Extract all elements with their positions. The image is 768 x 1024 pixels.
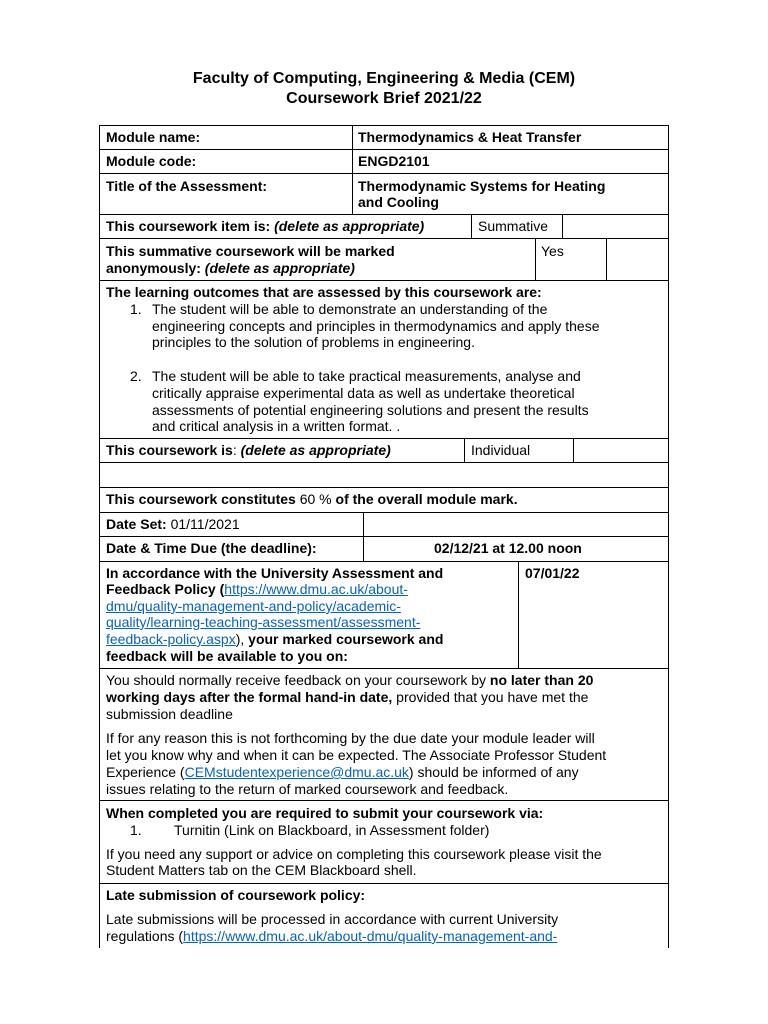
anonymous-value: Yes <box>541 243 564 259</box>
outcome-2-line-4: and critical analysis in a written format. . <box>152 418 401 434</box>
assessment-title-value-1: Thermodynamic Systems for Heating <box>358 178 606 194</box>
reason-line-4: issues relating to the return of marked coursework and feedback. <box>106 781 509 797</box>
normally-line-3: submission deadline <box>106 706 233 722</box>
reason-line-3: Experience (CEMstudentexperience@dmu.ac.uk) should be informed of any <box>106 764 579 780</box>
module-name-label: Module name: <box>106 129 201 145</box>
feedback-line-5: feedback-policy.aspx), your marked coursework and <box>106 631 444 647</box>
assessment-title-label: Title of the Assessment: <box>106 178 268 194</box>
support-line-1: If you need any support or advice on completing this coursework please visit the <box>106 846 602 862</box>
assessment-title-value-2: and Cooling <box>358 194 439 210</box>
support-line-2: Student Matters tab on the CEM Blackboard shell. <box>106 862 417 878</box>
feedback-policy-link[interactable]: https://www.dmu.ac.uk/about- <box>224 581 408 597</box>
normally-line-1: You should normally receive feedback on your coursework by no later than 20 <box>106 672 594 688</box>
submit-item-number: 1. <box>130 822 142 838</box>
submit-heading: When completed you are required to submit your coursework via: <box>106 805 544 821</box>
outcome-2-number: 2. <box>130 368 142 384</box>
anonymous-label-line2: anonymously: (delete as appropriate) <box>106 260 355 276</box>
outcome-2-line-2: critically appraise experimental data as well as undertake theoretical <box>152 385 575 401</box>
reason-line-1: If for any reason this is not forthcoming by the due date your module leader will <box>106 730 595 746</box>
late-line-2: regulations (https://www.dmu.ac.uk/about-dmu/quality-management-and- <box>106 928 558 944</box>
coursework-is-label: This coursework is: (delete as appropriate) <box>106 442 391 458</box>
anonymous-label-line1: This summative coursework will be marked <box>106 243 395 259</box>
outcome-1-line-3: principles to the solution of problems in engineering. <box>152 334 475 350</box>
feedback-date: 07/01/22 <box>525 565 580 581</box>
feedback-policy-link-2[interactable]: dmu/quality-management-and-policy/academic- <box>106 598 401 614</box>
normally-line-2: working days after the formal hand-in date, provided that you have met the <box>106 689 589 705</box>
due-value: 02/12/21 at 12.00 noon <box>434 540 582 556</box>
student-experience-email-link[interactable]: CEMstudentexperience@dmu.ac.uk <box>184 764 409 780</box>
submit-item: Turnitin (Link on Blackboard, in Assessment folder) <box>174 822 490 838</box>
feedback-policy-link-4[interactable]: feedback-policy.aspx <box>106 631 236 647</box>
outcome-1-number: 1. <box>130 301 142 317</box>
module-name-value: Thermodynamics & Heat Transfer <box>358 129 582 145</box>
module-code-label: Module code: <box>106 153 197 169</box>
brief-title: Coursework Brief 2021/22 <box>286 90 482 107</box>
outcomes-heading: The learning outcomes that are assessed by this coursework are: <box>106 284 542 300</box>
feedback-line-1: In accordance with the University Assessment and <box>106 565 444 581</box>
outcome-2-line-1: The student will be able to take practical measurements, analyse and <box>152 368 581 384</box>
feedback-policy-link-3[interactable]: quality/learning-teaching-assessment/assessment- <box>106 614 421 630</box>
reason-line-2: let you know why and when it can be expected. The Associate Professor Student <box>106 747 607 763</box>
outcome-1-line-1: The student will be able to demonstrate an understanding of the <box>152 301 548 317</box>
item-type-label: This coursework item is: (delete as appropriate) <box>106 218 425 234</box>
outcome-1-line-2: engineering concepts and principles in thermodynamics and apply these <box>152 318 600 334</box>
regulations-link[interactable]: https://www.dmu.ac.uk/about-dmu/quality-management-and- <box>183 928 558 944</box>
due-label: Date & Time Due (the deadline): <box>106 540 317 556</box>
module-code-value: ENGD2101 <box>358 153 430 169</box>
outcome-2-line-3: assessments of potential engineering solutions and present the results <box>152 402 589 418</box>
late-line-1: Late submissions will be processed in accordance with current University <box>106 911 559 927</box>
weighting-text: This coursework constitutes 60 % of the overall module mark. <box>106 491 518 507</box>
late-heading: Late submission of coursework policy: <box>106 887 366 903</box>
coursework-is-value: Individual <box>471 442 531 458</box>
feedback-line-2: Feedback Policy (https://www.dmu.ac.uk/about- <box>106 581 408 597</box>
faculty-title: Faculty of Computing, Engineering & Media (CEM) <box>192 70 576 87</box>
feedback-line-6: feedback will be available to you on: <box>106 648 348 664</box>
date-set: Date Set: 01/11/2021 <box>106 516 240 532</box>
item-type-value: Summative <box>478 218 549 234</box>
